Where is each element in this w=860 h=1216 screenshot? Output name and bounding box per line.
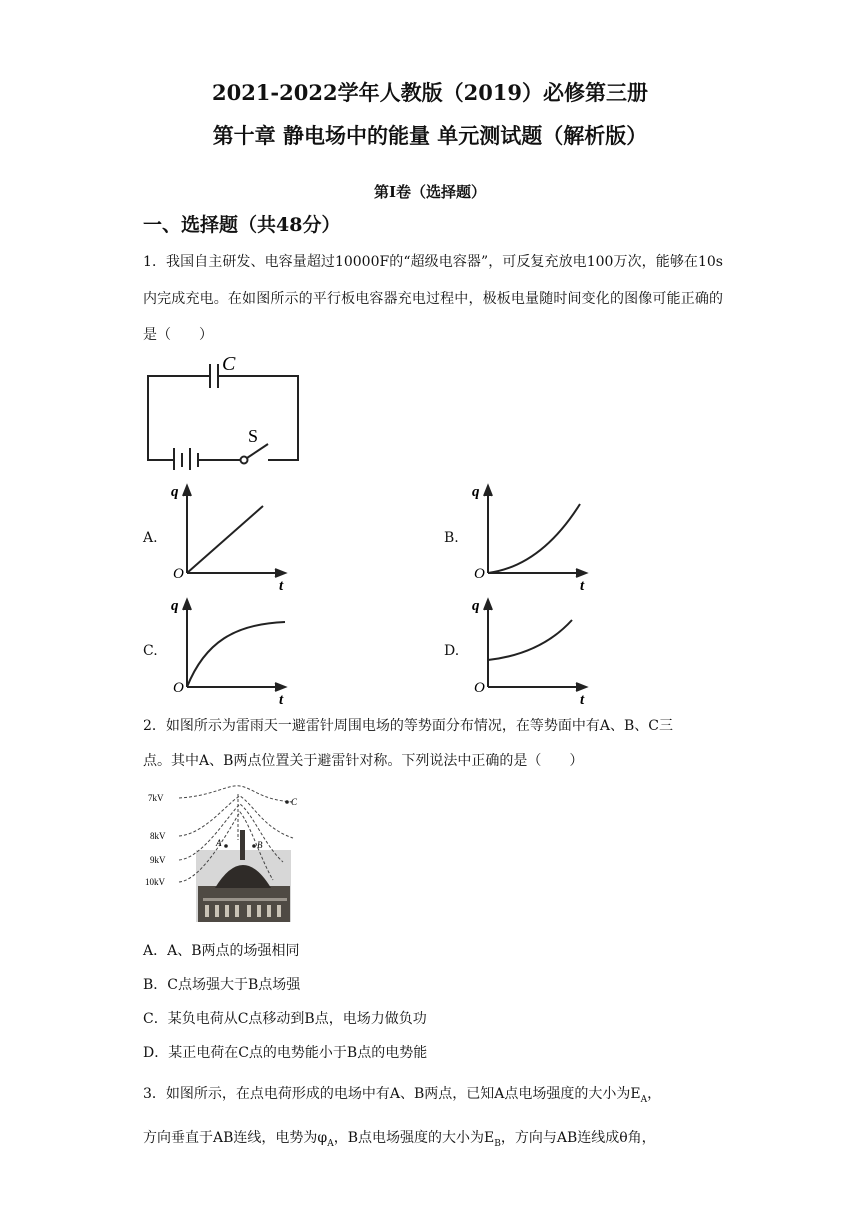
svg-text:9kV: 9kV [150, 855, 166, 865]
question-2-line2: 点。其中A、B两点位置关于避雷针对称。下列说法中正确的是（ ） [143, 753, 584, 769]
svg-text:t: t [580, 692, 585, 707]
document-title-line2: 第十章 静电场中的能量 单元测试题（解析版） [212, 123, 648, 148]
svg-text:t: t [580, 578, 585, 593]
q2-option-c[interactable]: C．某负电荷从C点移动到B点，电场力做负功 [143, 1011, 427, 1027]
svg-text:B: B [257, 840, 263, 850]
q2-option-a[interactable]: A．A、B两点的场强相同 [143, 943, 300, 959]
q1-graph-d[interactable] [466, 592, 601, 707]
question-3-line1: 3．如图所示，在点电荷形成的电场中有A、B两点，已知A点电场强度的大小为$E_A$， [143, 1086, 662, 1105]
question-2-line1: 2．如图所示为雷雨天一避雷针周围电场的等势面分布情况，在等势面中有A、B、C三 [143, 718, 674, 734]
q1-graph-a[interactable] [165, 478, 300, 593]
svg-text:t: t [279, 692, 284, 707]
svg-text:A: A [216, 838, 222, 848]
question-3-line2: 方向垂直于AB连线，电势为$\varphi_A$，B点电场强度的大小为$E_B$，方向与AB连线成θ角， [143, 1130, 656, 1149]
q1-graph-c[interactable] [165, 592, 300, 707]
volume-heading: 第Ⅰ卷（选择题） [373, 183, 487, 201]
svg-text:8kV: 8kV [150, 831, 166, 841]
svg-text:C: C [291, 797, 298, 807]
q1-option-a-label[interactable]: A. [143, 530, 158, 546]
svg-text:O: O [474, 680, 485, 696]
q1-graph-b[interactable] [466, 478, 601, 593]
document-title-line1: 2021-2022学年人教版（2019）必修第三册 [211, 80, 649, 105]
svg-text:O: O [474, 566, 485, 582]
svg-text:7kV: 7kV [148, 793, 164, 803]
question-1-text: 1．我国自主研发、电容量超过10000F的“超级电容器”，可反复充放电100万次，能够在10s内完成充电。在如图所示的平行板电容器充电过程中，极板电量随时间变化的图像可能正确的是（ ） [143, 254, 723, 343]
section-heading: 一、选择题（共48分） [143, 214, 341, 236]
q2-option-b[interactable]: B．C点场强大于B点场强 [143, 977, 301, 993]
svg-text:t: t [279, 578, 284, 593]
capacitor-label: C [222, 353, 236, 375]
svg-text:q: q [171, 484, 179, 500]
q1-option-c-label[interactable]: C. [143, 643, 158, 659]
q1-option-d-label[interactable]: D. [444, 643, 460, 659]
q2-option-d[interactable]: D．某正电荷在C点的电势能小于B点的电势能 [143, 1045, 428, 1061]
switch-label: S [248, 426, 259, 446]
svg-text:O: O [173, 566, 184, 582]
svg-text:q: q [472, 598, 480, 614]
lightning-rod-figure [143, 780, 298, 923]
q1-option-b-label[interactable]: B. [444, 530, 459, 546]
circuit-diagram [140, 352, 310, 470]
svg-text:q: q [171, 598, 179, 614]
svg-text:10kV: 10kV [145, 877, 165, 887]
svg-text:O: O [173, 680, 184, 696]
svg-text:q: q [472, 484, 480, 500]
